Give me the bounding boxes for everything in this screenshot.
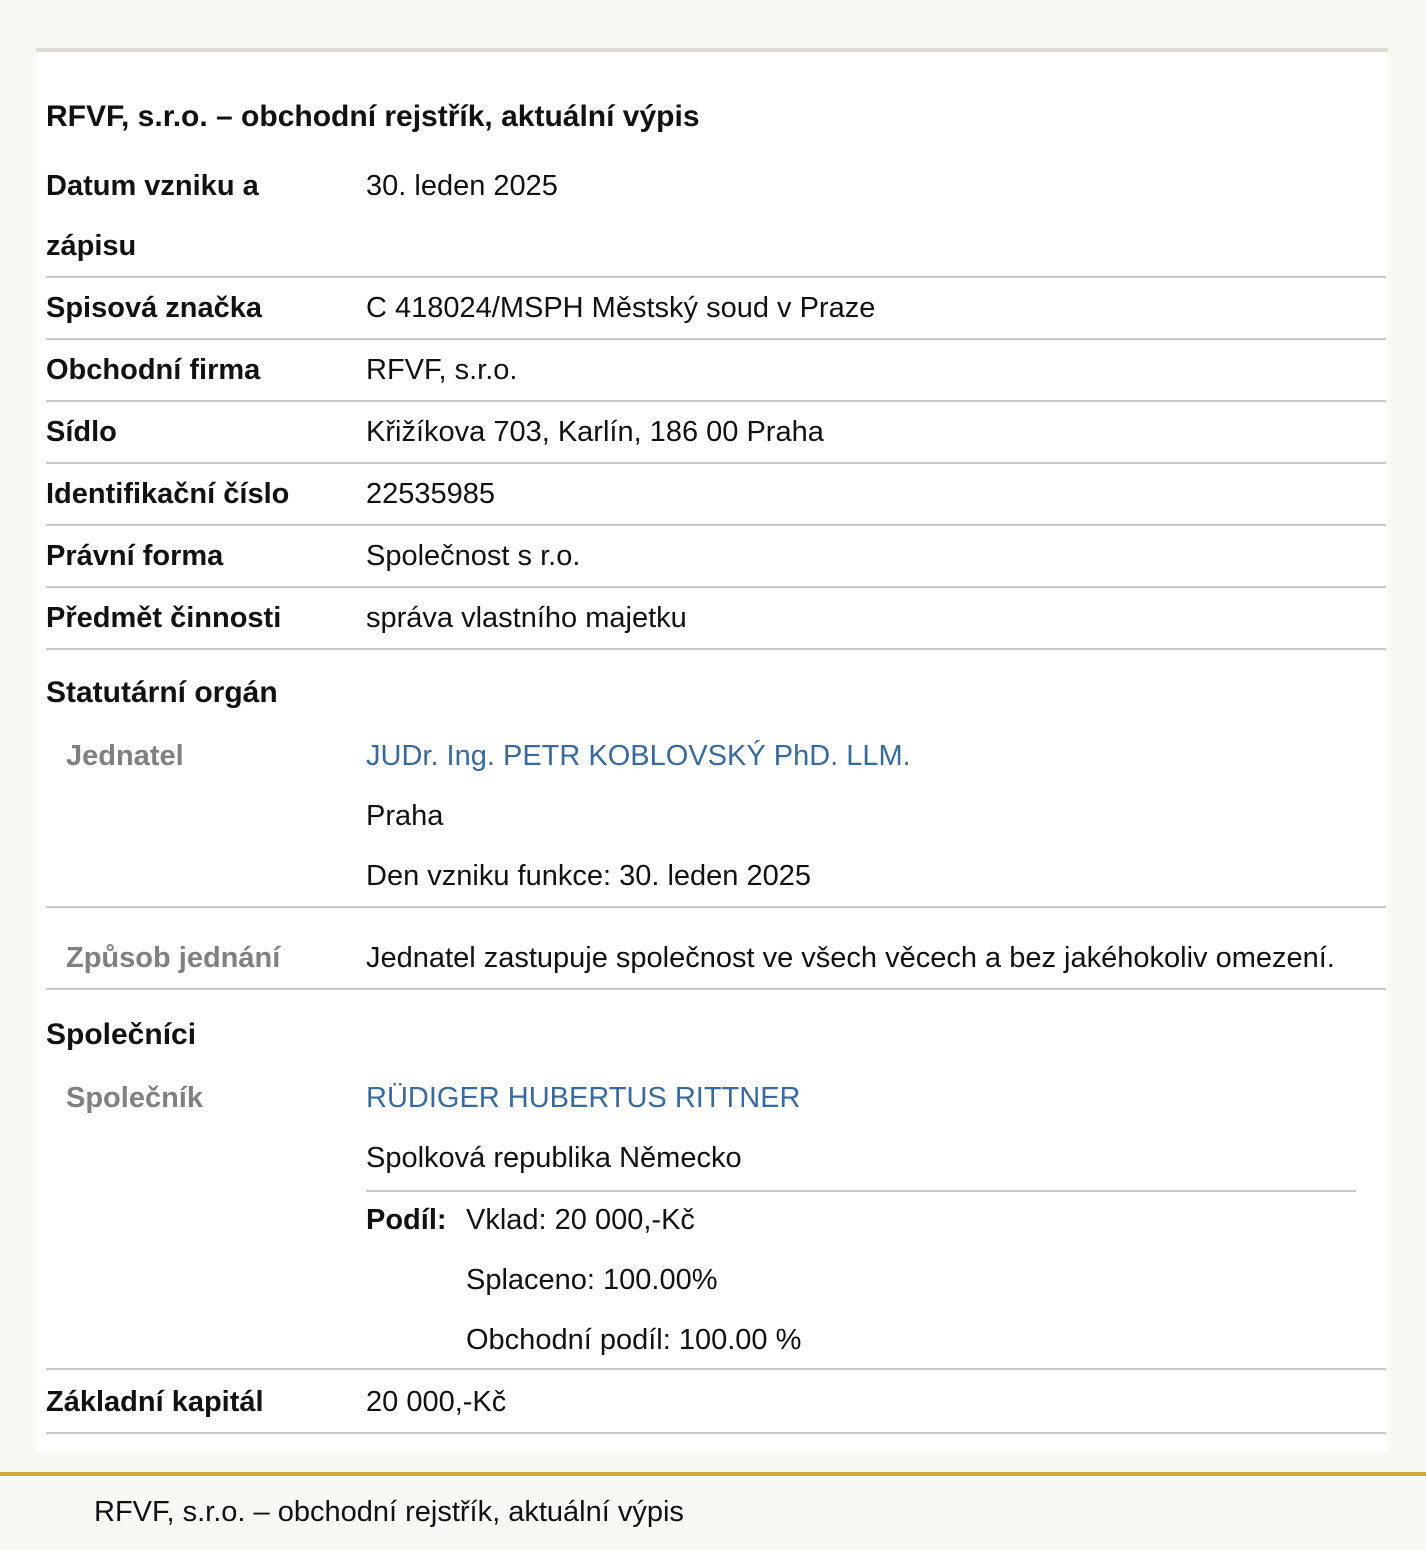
acting-label: Způsob jednání [66,942,281,974]
share-deposit: Vklad: 20 000,-Kč [466,1204,695,1236]
field-label: Předmět činnosti [46,602,282,634]
partner-country: Spolková republika Německo [366,1142,742,1174]
field-label-line-2: zápisu [46,230,137,262]
share-paid: Splaceno: 100.00% [466,1264,718,1296]
executive-name-link[interactable]: JUDr. Ing. PETR KOBLOVSKÝ PhD. LLM. [366,740,911,772]
share-values [466,1190,801,1370]
section-heading-statutory: Statutární orgán [46,676,278,709]
field-label: Sídlo [46,416,117,448]
row-business-activity [46,588,1386,650]
row-legal-form [46,526,1386,588]
section-heading-partners: Společníci [46,1018,197,1051]
field-label: Obchodní firma [46,354,261,386]
footer-text: RFVF, s.r.o. – obchodní rejstřík, aktuální výpis [94,1496,684,1528]
field-value: Křižíkova 703, Karlín, 186 00 Praha [366,416,824,448]
executive-city: Praha [366,800,444,832]
executive-details [366,726,911,906]
row-registered-capital [46,1372,1386,1434]
field-value: Společnost s r.o. [366,540,581,572]
row-date-of-incorporation [46,156,1386,278]
field-value: RFVF, s.r.o. [366,354,518,386]
page-title: RFVF, s.r.o. – obchodní rejstřík, aktuální výpis [46,100,700,133]
share-label: Podíl: [366,1204,447,1236]
partner-label: Společník [66,1082,203,1114]
field-label: Spisová značka [46,292,262,324]
share-business: Obchodní podíl: 100.00 % [466,1324,802,1356]
row-executive [46,726,1386,908]
page-footer [0,1472,1426,1550]
row-id-number [46,464,1386,526]
executive-since: Den vzniku funkce: 30. leden 2025 [366,860,811,892]
field-label: Právní forma [46,540,224,572]
field-label: Identifikační číslo [46,478,290,510]
register-card [36,48,1388,1452]
field-label-line-1: Datum vzniku a [46,170,259,202]
row-business-name [46,340,1386,402]
field-label [46,156,259,276]
partner-name-link[interactable]: RÜDIGER HUBERTUS RITTNER [366,1082,801,1114]
row-partner [46,1068,1386,1370]
acting-value: Jednatel zastupuje společnost ve všech věcech a bez jakéhokoliv omezení. [366,942,1335,974]
field-label: Základní kapitál [46,1386,264,1418]
partner-details [366,1068,801,1188]
executive-label: Jednatel [66,740,184,772]
field-value: 22535985 [366,478,496,510]
row-acting-method [46,928,1386,990]
field-value: 30. leden 2025 [366,170,558,202]
field-value: správa vlastního majetku [366,602,687,634]
row-registered-office [46,402,1386,464]
field-value: C 418024/MSPH Městský soud v Praze [366,292,876,324]
row-file-number [46,278,1386,340]
field-value: 20 000,-Kč [366,1386,507,1418]
